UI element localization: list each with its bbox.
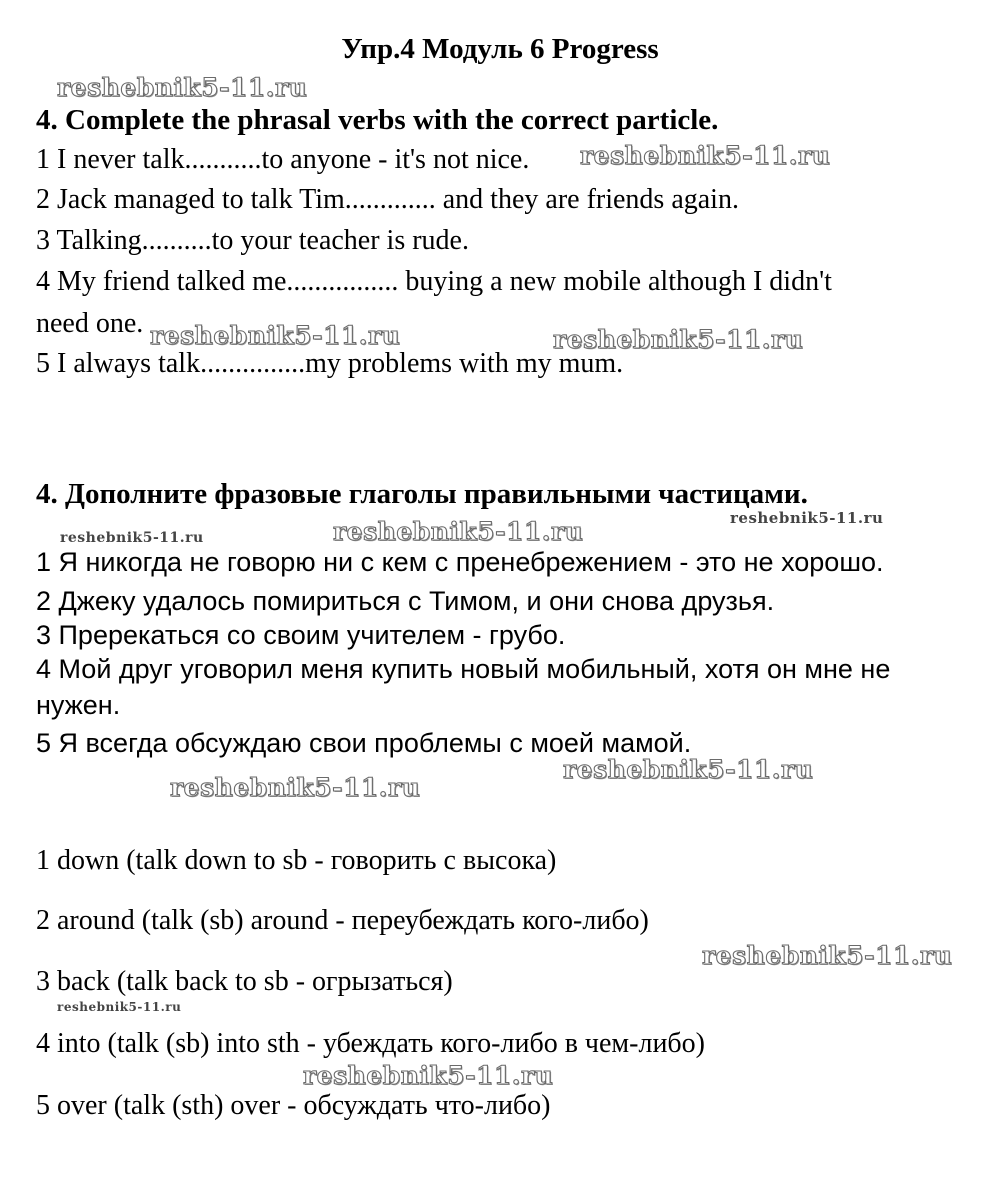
answer-3: 3 back (talk back to sb - огрызаться)	[36, 966, 453, 997]
exercise-line-ru-4: 4 Мой друг уговорил меня купить новый мобильный, хотя он мне не	[36, 654, 891, 684]
page-title: Упр.4 Модуль 6 Progress	[341, 33, 659, 65]
watermark: reshebnik5-11.ru	[333, 517, 584, 546]
watermark: reshebnik5-11.ru	[553, 325, 804, 354]
watermark: reshebnik5-11.ru	[57, 73, 308, 102]
watermark: reshebnik5-11.ru	[730, 509, 884, 527]
exercise-line-en-2: 2 Jack managed to talk Tim............. and they are friends again.	[36, 184, 739, 215]
watermark: reshebnik5-11.ru	[57, 1000, 182, 1014]
watermark: reshebnik5-11.ru	[303, 1061, 554, 1090]
exercise-line-en-3: 3 Talking..........to your teacher is rude.	[36, 225, 469, 256]
exercise-line-en-4: 4 My friend talked me................ buying a new mobile although I didn't	[36, 266, 832, 297]
watermark: reshebnik5-11.ru	[563, 755, 814, 784]
exercise-line-en-4-cont: need one.	[36, 308, 144, 339]
answer-5: 5 over (talk (sth) over - обсуждать что-либо)	[36, 1090, 551, 1121]
exercise-heading-ru: 4. Дополните фразовые глаголы правильными частицами.	[36, 478, 808, 510]
answer-4: 4 into (talk (sb) into sth - убеждать кого-либо в чем-либо)	[36, 1028, 706, 1059]
exercise-heading-en: 4. Complete the phrasal verbs with the correct particle.	[36, 104, 719, 136]
answer-1: 1 down (talk down to sb - говорить с высока)	[36, 845, 557, 876]
exercise-line-ru-3: 3 Пререкаться со своим учителем - грубо.	[36, 620, 566, 650]
exercise-line-ru-4-cont: нужен.	[36, 690, 121, 720]
watermark: reshebnik5-11.ru	[580, 141, 831, 170]
exercise-line-ru-1: 1 Я никогда не говорю ни с кем с пренебрежением - это не хорошо.	[36, 547, 884, 577]
watermark: reshebnik5-11.ru	[60, 530, 204, 546]
exercise-line-ru-2: 2 Джеку удалось помириться с Тимом, и они снова друзья.	[36, 586, 775, 616]
exercise-line-en-5: 5 I always talk...............my problems with my mum.	[36, 348, 624, 379]
answer-2: 2 around (talk (sb) around - переубеждать кого-либо)	[36, 905, 649, 936]
watermark: reshebnik5-11.ru	[170, 773, 421, 802]
watermark: reshebnik5-11.ru	[702, 941, 953, 970]
watermark: reshebnik5-11.ru	[150, 321, 401, 350]
exercise-line-ru-5: 5 Я всегда обсуждаю свои проблемы с моей мамой.	[36, 728, 692, 758]
exercise-line-en-1: 1 I never talk...........to anyone - it's not nice.	[36, 144, 530, 175]
